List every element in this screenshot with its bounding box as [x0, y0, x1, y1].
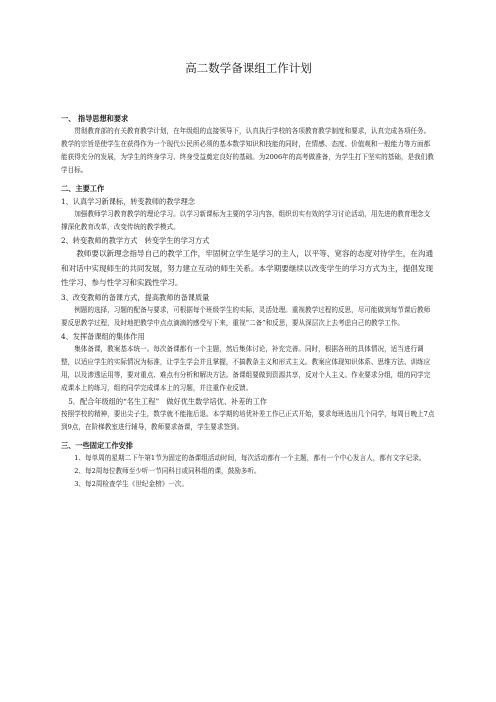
item-heading-3: 3、改变教师的备课方式，提高教师的备课质量	[61, 292, 210, 302]
item-heading-2: 2、转变教师的教学方式 转变学生的学习方式	[61, 236, 210, 245]
paragraph: 教师要以新理念指导自己的教学工作，牢固树立学生是学习的主人，以平等、宽容的态度对待学生，在沟通和对话中实现师生的共同发展，努力建立互动的师生关系。本学期要继续以改变学生的学习方式为主，提倡发现性学习、参与性学习和实践性学习。	[61, 249, 434, 287]
paragraph: 贯彻教育部的有关教育教学计划，在年级组的直接领导下，认真执行学校的各项教育教学制度和要求，认真完成各项任务。教学的宗旨是使学生在获得作为一个现代公民所必须的基本数学知识和技能的同时，在情感、态度、价值观和一般能力等方面都能获得充分的发展，为学生的终身学习、终身受益奠定良好的基础。为2006年的高考做准备，为学生打下坚实的基础，是我们教学目标。	[61, 127, 434, 174]
paragraph: 集体备课，教案基本统一。每次备课都有一个主题，然后集体讨论，补充完善。同时，根据各班的具体情况，适当进行调整，以适应学生的实际情况为标准，让学生学会并且掌握，不搞教条主义和形式主义。教案应体现知识体系、思维方法、训练应用，以及渗透运用等，要对重点、难点有分析和解决方法。备课组要做到资源共享，反对个人主义。作业要求分组，组的同学完成课本上的练习，组的同学完成课本上的习题，并注重作业反馈。	[61, 344, 431, 392]
paragraph: 加强教师学习教育教学的理论学习。以学习新课标为主要的学习内容，组织切实有效的学习讨论活动，用先进的教育理念支撑深化教育改革，改变传统的教学模式。	[61, 210, 431, 231]
item-heading-1: 1、认真学习新课标，转变教师的教学理念	[61, 197, 195, 206]
list-item: 1、每单周的星期二下午第1节为固定的备课组活动时间，每次活动都有一个主题，都有一个中心发言人，都有文字记录。	[74, 453, 426, 462]
section-heading-3: 三、一些固定工作安排	[61, 440, 133, 450]
section-heading-2: 二、主要工作	[61, 184, 105, 193]
item-heading-5: 5．配合年级组的“名生工程” 做好优生数学培优、补差的工作	[68, 396, 267, 406]
document-page	[61, 60, 436, 491]
paragraph: 例题的选择，习题的配备与要求，可根据每个班级学生的实际，灵活处理。重视教学过程的反思，尽可能做到每节课后教师要反思教学过程，及时地把教学中点点滴滴的感受写下来，重视“二备”和反思，要从深层次上去考虑自己的教学工作。	[61, 305, 431, 327]
item-heading-4: 4、发挥备课组的集体作用	[61, 331, 145, 341]
section-heading-1: 一、 指导思想和要求	[61, 114, 129, 123]
list-item: 2、每2周每位教师至少听一节同科目或同科组的课，鼓励多听。	[74, 466, 261, 475]
list-item: 3、每2周检查学生《世纪金榜》一次。	[74, 479, 189, 488]
paragraph: 按照学校的精神，要出尖子生，数学就不能拖后退。本学期的培优补差工作已正式开始，要求每班选出几个同学，每周日晚上7点到9点，在阶梯教室进行辅导，教师要求备课，学生要求签到。	[61, 409, 435, 431]
page-title: 高二数学备课组工作计划	[185, 61, 312, 75]
